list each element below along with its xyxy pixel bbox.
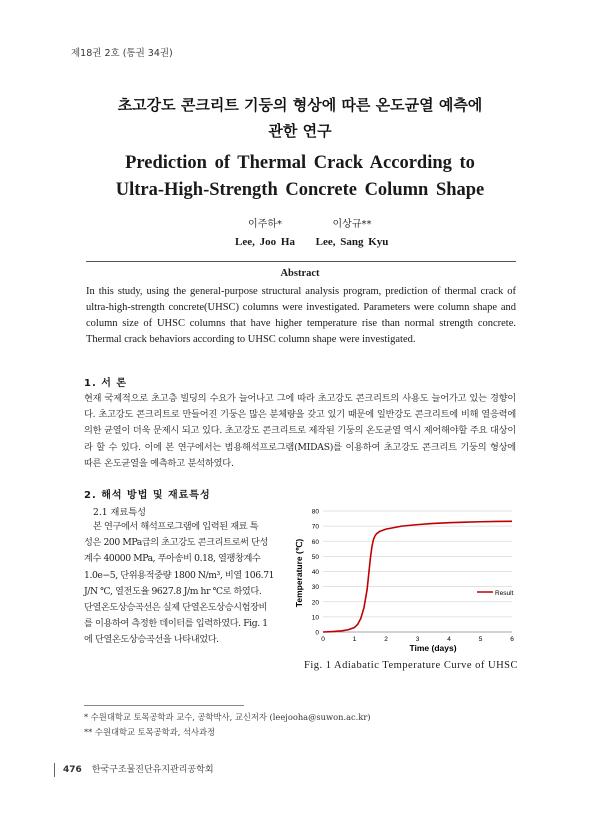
korean-title <box>60 92 540 144</box>
footnote-1: * 수원대학교 토목공학과 교수, 공학박사, 교신저자 (leejooha@suwon.ac.kr) <box>84 712 371 722</box>
y-tick-label: 0 <box>315 629 319 637</box>
section-2-1-line: J/N ℃, 열전도율 9627.8 J/m hr ℃로 하였다. <box>84 585 262 597</box>
y-tick-label: 10 <box>311 614 319 622</box>
section-2-1-line: 에 단열온도상승곡선을 나타내었다. <box>84 634 219 646</box>
y-tick-label: 80 <box>311 508 319 516</box>
chart-series <box>323 521 512 632</box>
english-title <box>60 150 540 204</box>
section-2-1-line: 본 연구에서 해석프로그램에 입력된 재료 특 <box>93 521 259 532</box>
chart-legend <box>477 590 514 597</box>
section-2-heading: 2. 해석 방법 및 재료특성 <box>84 490 211 501</box>
adiabatic-temperature-chart <box>290 503 530 653</box>
section-2-1-text <box>84 519 294 649</box>
legend-label-result: Result <box>495 590 514 597</box>
x-tick-label: 5 <box>478 636 483 643</box>
author-1 <box>215 215 315 248</box>
abstract-heading: Abstract <box>280 268 320 279</box>
chart-grid <box>323 511 512 632</box>
abstract-top-rule <box>86 261 516 262</box>
chart-x-ticks <box>321 636 514 643</box>
author-1-korean: 이주하* <box>248 219 282 230</box>
section-2-1-line: 를 이용하여 측정한 데이터를 입력하였다. Fig. 1 <box>84 618 268 630</box>
section-2-1-line: 계수 40000 MPa, 푸아송비 0.18, 열팽창계수 <box>84 553 261 565</box>
x-tick-label: 3 <box>415 636 420 643</box>
author-2-korean: 이상규** <box>332 219 372 230</box>
author-2-english: Lee, Sang Kyu <box>315 236 389 248</box>
section-1-heading: 1. 서 론 <box>84 378 128 389</box>
y-axis-label: Temperature (℃) <box>294 538 304 608</box>
page-number: 476 <box>63 765 82 775</box>
y-tick-label: 40 <box>311 569 319 576</box>
section-2-1-line: 1.0e−5, 단위용적중량 1800 N/m³, 비열 106.71 <box>84 569 275 581</box>
journal-volume: 제18권 2호 (통권 34권) <box>71 48 173 59</box>
series-line-result <box>323 521 512 632</box>
y-tick-label: 70 <box>311 523 319 531</box>
author-2 <box>302 215 402 248</box>
x-tick-label: 2 <box>384 636 388 643</box>
subsection-2-1-heading: 2.1 재료특성 <box>93 507 147 518</box>
y-tick-label: 60 <box>311 538 319 546</box>
korean-title-line1: 초고강도 콘크리트 기둥의 형상에 따른 온도균열 예측에 <box>117 96 483 114</box>
footnote-2: ** 수원대학교 토목공학과, 석사과정 <box>84 727 216 737</box>
x-tick-label: 0 <box>321 636 325 643</box>
page-footer <box>54 762 214 777</box>
section-2-1-line: 단열온도상승곡선은 실제 단열온도상승시험장비 <box>84 602 268 614</box>
korean-title-line2: 관한 연구 <box>268 122 332 140</box>
journal-name: 한국구조물진단유지관리공학회 <box>91 765 214 775</box>
x-tick-label: 6 <box>510 636 514 643</box>
abstract-text: In this study, using the general-purpose structural analysis program, prediction of thermal crack of ultra-high-strength concrete(UHSC) columns were investigated. Parameters were column shape and column size of UHSC columns that have higher temperature rise than normal strength concrete. Thermal crack behaviors according to UHSC column shape were investigated. <box>86 286 516 345</box>
x-tick-label: 1 <box>352 636 357 643</box>
footer-divider <box>54 763 55 777</box>
y-tick-label: 30 <box>311 584 319 592</box>
section-1-text: 현재 국제적으로 초고층 빌딩의 수요가 늘어나고 그에 따라 초고강도 콘크리트의 사용도 늘어가고 있는 경향이다. 초고강도 콘크리트로 만들어진 기둥은 많은 분체량을 갖고 있기 때문에 일반강도 콘크리트에 비해 열응력에 의한 균열이 더욱 문제시 되고 있다. 초고강도 콘크리트로 제작된 기둥의 온도균열 역시 제어해야할 주요 대상이라 할 수 있다. 이에 본 연구에서는 범용해석프로그램(MIDAS)를 이용하여 초고강도 콘크리트 기둥의 형상에 따른 온도균열을 예측하고 분석하였다. <box>84 393 516 469</box>
footnote-rule <box>84 705 244 706</box>
x-tick-label: 4 <box>447 636 451 643</box>
y-tick-label: 20 <box>311 599 319 607</box>
x-axis-label: Time (days) <box>409 643 457 653</box>
section-2-1-line: 성은 200 MPa급의 초고강도 콘크리트로써 단성 <box>84 537 268 549</box>
author-1-english: Lee, Joo Ha <box>235 236 295 248</box>
chart-y-ticks <box>312 509 320 637</box>
english-title-line1: Prediction of Thermal Crack According to <box>125 153 475 173</box>
english-title-line2: Ultra-High-Strength Concrete Column Shape <box>115 180 485 200</box>
y-tick-label: 50 <box>311 553 319 561</box>
figure-caption: Fig. 1 Adiabatic Temperature Curve of UHSC <box>304 660 518 671</box>
